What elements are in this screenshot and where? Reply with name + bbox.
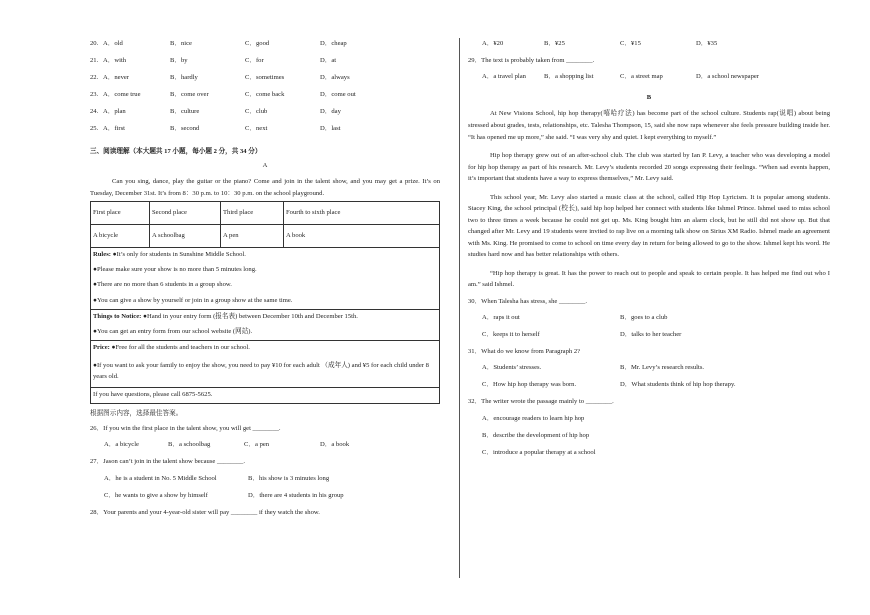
option-b: B．a shopping list <box>544 73 594 81</box>
option-c: C．sometimes <box>245 74 285 81</box>
passage-b-paragraph-4: “Hip hop therapy is great. It has the power to reach out to people and speak to certain people. It has helped me find out who I am.” said Ishmel. <box>468 269 830 289</box>
option-d: D．always <box>320 74 350 81</box>
option-d: D．last <box>320 125 341 132</box>
option-a: A．a bicycle <box>104 441 139 449</box>
option-a: A．¥20 <box>482 40 504 47</box>
question-21 <box>90 57 440 74</box>
section-heading: 三、阅读理解（本大题共 17 小题，每小题 2 分，共 34 分） <box>90 148 262 155</box>
question-24 <box>90 108 440 125</box>
price-line <box>93 344 437 352</box>
prize-table <box>90 201 440 248</box>
question-30-options-row2 <box>468 331 830 348</box>
option-c: C．next <box>245 125 268 132</box>
question-26-options <box>90 441 440 458</box>
question-29-stem: 29．The text is probably taken from ________. <box>468 57 595 64</box>
question-23 <box>90 91 440 108</box>
option-a: A．never <box>103 74 129 81</box>
option-c: C．How hip hop therapy was born. <box>482 381 577 389</box>
option-a: A．plan <box>103 108 126 115</box>
rules-label: Rules: <box>93 250 111 258</box>
option-d: D．talks to her teacher <box>620 331 682 339</box>
option-d: D．a book <box>320 441 350 449</box>
option-b: B．a schoolbag <box>168 441 211 449</box>
option-a: A．come true <box>103 91 141 98</box>
passage-a-intro: Can you sing, dance, play the guitar or the piano? Come and join in the talent show, and you may get a prize. It’s on Tuesday, December 31st. It’s from 8：30 p.m. to 10：30 p.m. on the school playground. <box>90 178 440 197</box>
table-cell: Third place <box>221 201 284 224</box>
option-b: B．second <box>170 125 200 132</box>
passage-b-paragraph-3: This school year, Mr. Levy also started a music class at the school, called Hip Hop Lyricism. It is popular among students. Stacey King, the school principal (校长), said hip hop helped her connect with students like Ishmel Prince. Ishmel used to miss school two to three times a week because he could not get up. Ms. King bought him an alarm clock, but he still did not show up. But that changed after Mr. Levy and 19 students were invited to rap live on a morning talk show on Sirius XM Radio. Ishmel made an agreement with Ms. King. He promised to come to school on time every day in return for being allowed to go to the show. Ishmel kept his word. He studies hard now and has better relationships with others. <box>468 193 830 259</box>
question-31-options-row2 <box>468 381 830 398</box>
option-a: A．with <box>103 57 127 64</box>
passage-a-label: A <box>262 162 268 170</box>
option-a: A．he is a student in No. 5 Middle School <box>104 474 217 482</box>
option-b: B．hardly <box>170 74 198 81</box>
option-a: A．raps it out <box>482 314 520 322</box>
option-a: A．old <box>103 40 123 47</box>
question-25 <box>90 125 440 142</box>
question-number: 25. <box>90 125 99 132</box>
option-d: D．cheap <box>320 40 347 47</box>
rule-text: ●It’s only for students in Sunshine Middle School. <box>112 250 246 258</box>
option-a: A．a travel plan <box>482 73 526 81</box>
rule-line: ●Please make sure your show is no more than 5 minutes long. <box>93 266 257 274</box>
option-b: B．describe the development of hip hop <box>482 431 590 439</box>
option-c: C．he wants to give a show by himself <box>104 491 208 499</box>
option-b: B．¥25 <box>544 40 565 47</box>
table-cell: A book <box>284 224 440 247</box>
table-row <box>91 224 440 247</box>
notice-line <box>93 313 437 321</box>
option-c: C．keeps it to herself <box>482 331 540 339</box>
table-cell: First place <box>91 201 150 224</box>
option-a: A．first <box>103 125 125 132</box>
option-c: C．good <box>245 40 270 47</box>
option-d: D．What students think of hip hop therapy. <box>620 381 736 389</box>
rule-line: ●You can give a show by yourself or join in a group show at the same time. <box>93 296 293 304</box>
question-28-stem: 28．Your parents and your 4-year-old sister will pay ________ if they watch the show. <box>90 508 320 516</box>
question-number: 20. <box>90 40 99 47</box>
question-31-stem: 31．What do we know from Paragraph 2? <box>468 348 581 356</box>
question-22 <box>90 74 440 91</box>
contact-box <box>90 388 440 404</box>
question-32-option-b <box>468 432 830 449</box>
question-26-stem: 26．If you win the first place in the talent show, you will get ________. <box>90 425 281 433</box>
option-a: A．encourage readers to learn hip hop <box>482 414 585 422</box>
option-d: D．day <box>320 108 341 115</box>
rules-box <box>90 248 440 310</box>
question-31-options-row1 <box>468 364 830 381</box>
notice-box <box>90 310 440 341</box>
option-d: D．at <box>320 57 337 64</box>
question-30-stem: 30．When Talesha has stress, she ________. <box>468 297 587 305</box>
price-label: Price: <box>93 344 110 352</box>
option-b: B．culture <box>170 108 200 115</box>
rule-line <box>93 251 437 259</box>
option-b: B．nice <box>170 40 192 47</box>
option-d: D．¥35 <box>696 40 718 47</box>
table-cell: A bicycle <box>91 224 150 247</box>
option-b: B．his show is 3 minutes long <box>248 474 330 482</box>
table-cell: Second place <box>150 201 221 224</box>
option-c: C．introduce a popular therapy at a school <box>482 448 596 456</box>
option-b: B．come over <box>170 91 209 98</box>
question-27-options-row2 <box>90 492 440 509</box>
question-32-option-a <box>468 415 830 432</box>
option-b: B．goes to a club <box>620 314 668 322</box>
question-30-options-row1 <box>468 314 830 331</box>
table-cell: A schoolbag <box>150 224 221 247</box>
table-cell: Fourth to sixth place <box>284 201 440 224</box>
table-cell: A pen <box>221 224 284 247</box>
option-c: C．a street map <box>620 73 663 81</box>
question-27-options-row1 <box>90 475 440 492</box>
contact-line: If you have questions, please call 6875-5625. <box>93 390 213 398</box>
instruction: 根据图示内容，选择最佳答案。 <box>90 409 183 417</box>
passage-b-label: B <box>646 94 652 102</box>
option-c: C．¥15 <box>620 40 641 47</box>
passage-b-paragraph-2: Hip hop therapy grew out of an after-school club. The club was started by Ian P. Levy, a teacher who was developing a model for hip hop therapy as part of his research. Mr. Levy’s students recorded 20 songs expressing their feelings. “When sad events happen, it’s important that students have a way to express themselves,” Mr. Levy said. <box>468 152 830 183</box>
question-number: 23. <box>90 91 99 98</box>
question-28-options <box>468 40 830 57</box>
question-20 <box>90 40 440 57</box>
notice-text: ●Hand in your entry form (报名表) between December 10th and December 15th. <box>143 312 358 320</box>
price-line: ●If you want to ask your family to enjoy the show, you need to pay ¥10 for each adult （成年人) and ¥5 for each child under 8 years old. <box>93 361 429 381</box>
question-number: 24. <box>90 108 99 115</box>
question-27-stem: 27．Jason can’t join in the talent show because ________. <box>90 458 245 466</box>
option-d: D．a school newspaper <box>696 73 759 81</box>
table-row <box>91 201 440 224</box>
notice-label: Things to Notice: <box>93 312 142 320</box>
option-b: B．by <box>170 57 188 64</box>
question-number: 22. <box>90 74 99 81</box>
right-column <box>468 40 830 466</box>
option-c: C．a pen <box>244 441 270 449</box>
option-c: C．come back <box>245 91 285 98</box>
rule-line: ●There are no more than 6 students in a group show. <box>93 281 232 289</box>
price-box <box>90 341 440 387</box>
notice-line: ●You can get an entry form from our school website (网站). <box>93 328 253 336</box>
option-c: C．club <box>245 108 268 115</box>
question-29-options <box>468 73 830 90</box>
question-32-option-c <box>468 449 830 466</box>
question-32-stem: 32．The writer wrote the passage mainly to ________. <box>468 398 614 406</box>
option-a: A．Students’ stresses. <box>482 364 542 372</box>
option-d: D．there are 4 students in his group <box>248 491 344 499</box>
option-b: B．Mr. Levy’s research results. <box>620 364 705 372</box>
option-d: D．come out <box>320 91 356 98</box>
column-divider <box>459 38 460 578</box>
option-c: C．for <box>245 57 264 64</box>
left-column <box>90 40 440 517</box>
price-text: ●Free for all the students and teachers in our school. <box>111 344 250 352</box>
question-number: 21. <box>90 57 99 64</box>
passage-b-paragraph-1: At New Visions School, hip hop therapy(嘻哈疗法) has become part of the school culture. Students rap(说唱) about being stressed about grades, tests, relationships, etc. Talesha Thompson, 15, said she now raps whenever she feels pressure building inside her. “It has opened me up more,” she said. “I was very shy and quiet. I kept everything to myself.” <box>468 110 830 141</box>
